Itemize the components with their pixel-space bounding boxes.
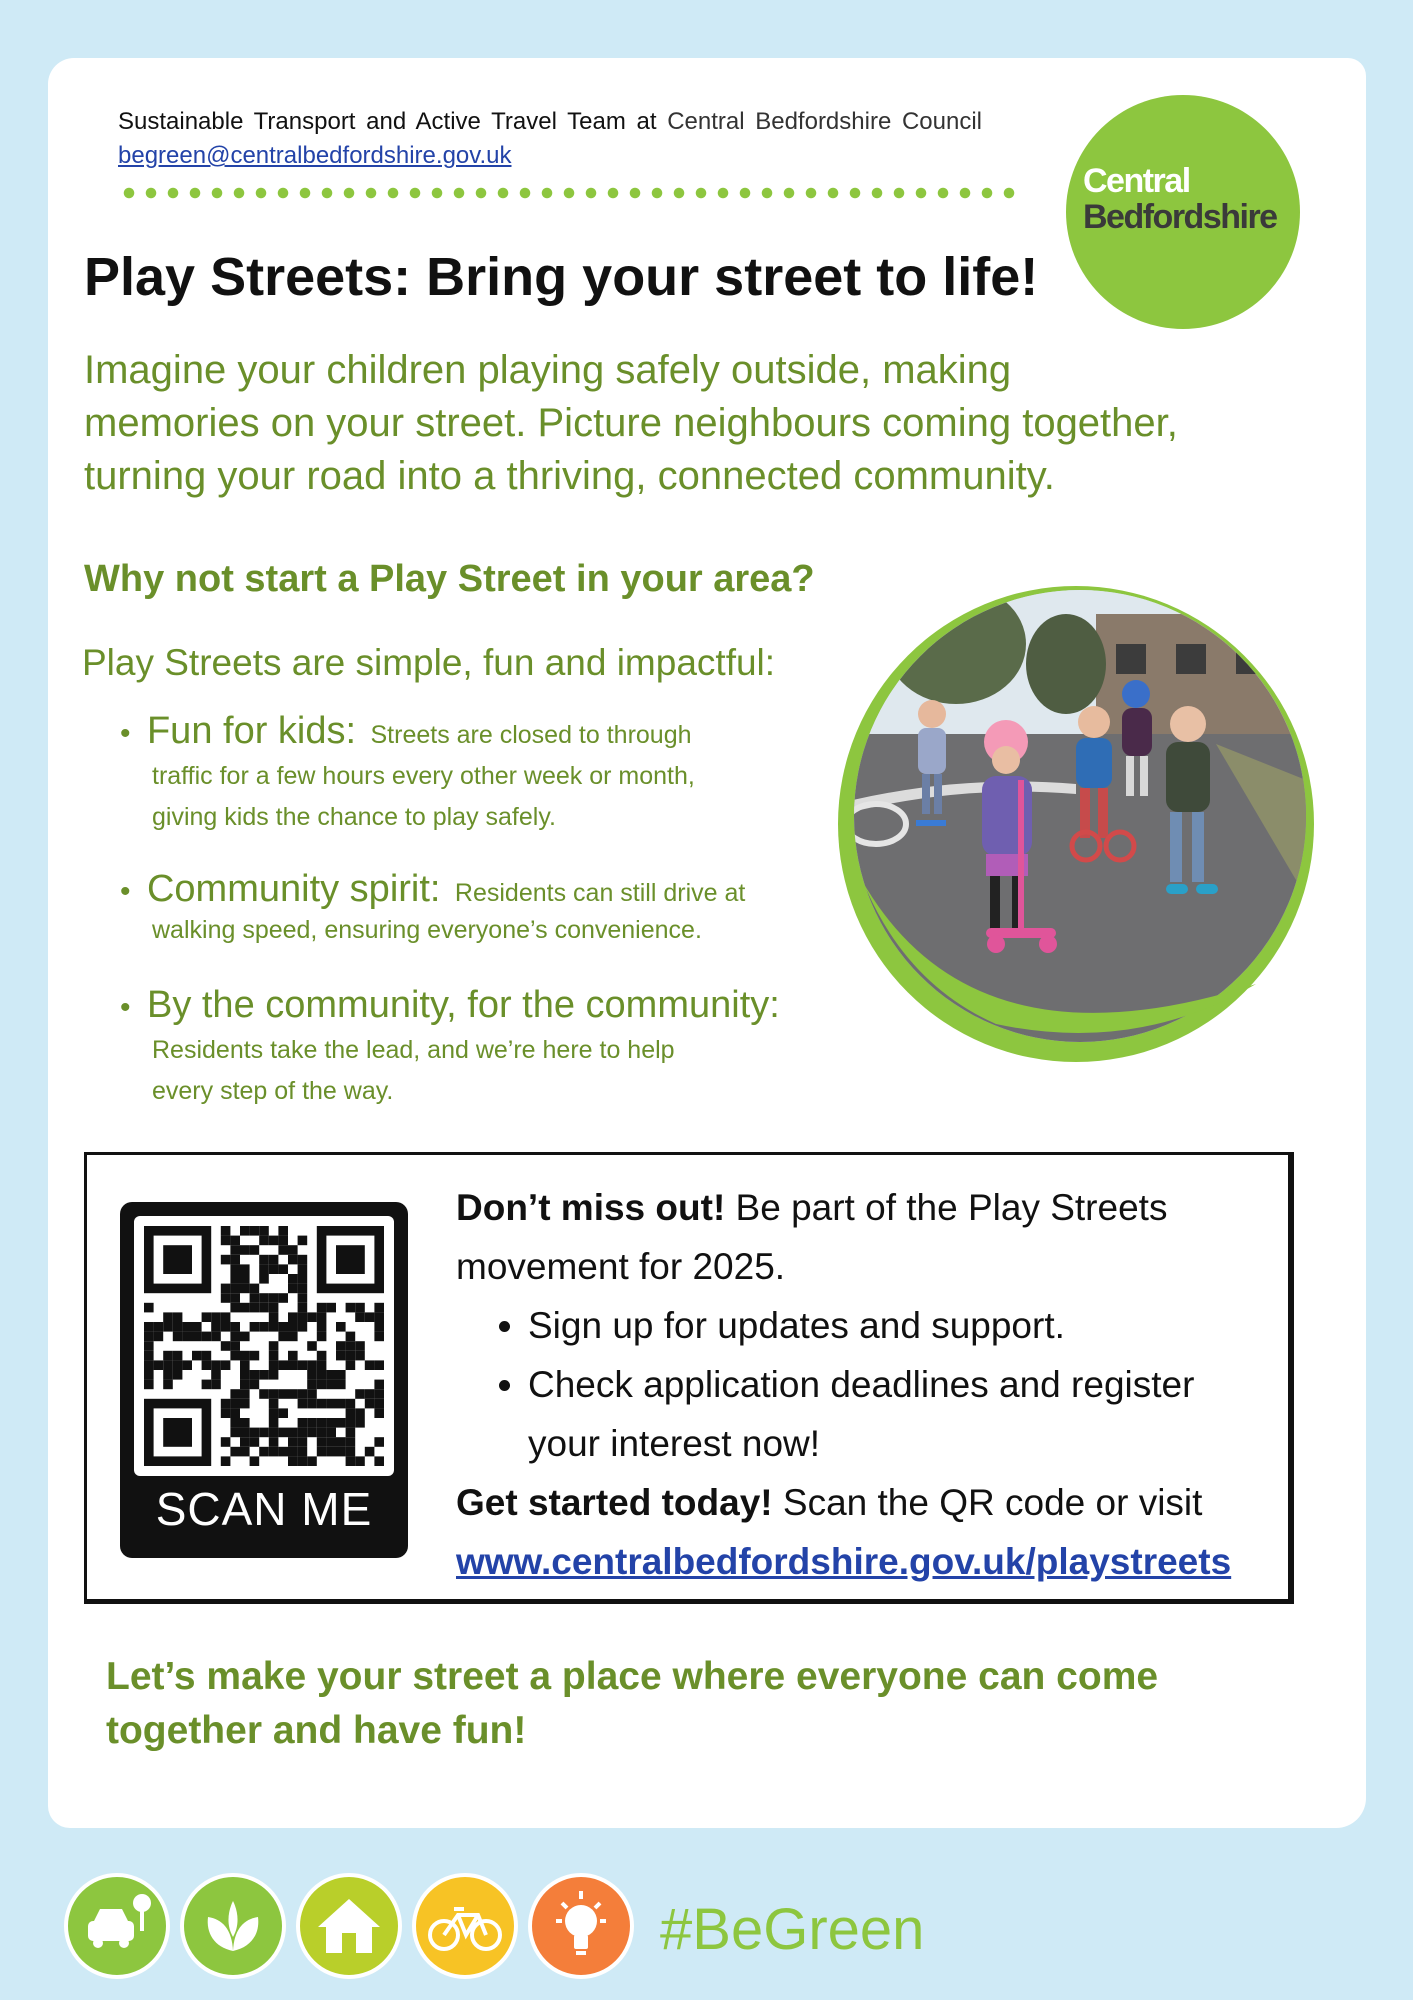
cta-list-item: • Sign up for updates and support. (528, 1296, 1276, 1355)
leaf-icon (180, 1873, 286, 1979)
dotted-divider (118, 186, 1020, 200)
section-heading: Why not start a Play Street in your area? (84, 558, 815, 600)
electric-car-icon (64, 1873, 170, 1979)
benefit-item (120, 984, 780, 1027)
house-icon (296, 1873, 402, 1979)
playstreets-link[interactable]: www.centralbedfordshire.gov.uk/playstreets (456, 1541, 1232, 1582)
cta-list (456, 1296, 1276, 1473)
intro-line: turning your road into a thriving, connected community. (84, 454, 1055, 498)
photo-illustration (836, 584, 1316, 1064)
cta-list-item: • Check application deadlines and register your interest now! (528, 1355, 1276, 1473)
benefit-heading: By the community, for the community: (146, 984, 780, 1026)
benefit-body-line: every step of the way. (152, 1077, 394, 1105)
qr-code[interactable] (134, 1216, 394, 1476)
benefit-body (152, 756, 772, 838)
benefit-body-line: giving kids the chance to play safely. (152, 803, 556, 831)
email-link[interactable]: begreen@centralbedfordshire.gov.uk (118, 142, 512, 169)
cta-lead-rest: Be part of the Play Streets movement for 2025. (456, 1187, 1168, 1287)
cta-start-rest: Scan the QR code or visit (772, 1482, 1203, 1523)
benefit-body-line: walking speed, ensuring everyone’s convenience. (152, 916, 702, 944)
benefit-item (120, 868, 745, 911)
qr-code-frame (120, 1202, 408, 1558)
intro-paragraph (84, 344, 1264, 503)
benefit-body-line: traffic for a few hours every other week or month, (152, 762, 695, 790)
cta-start (456, 1473, 1276, 1532)
intro-line: memories on your street. Picture neighbours coming together, (84, 401, 1178, 445)
logo-line-2: Bedfordshire (1083, 198, 1277, 236)
benefit-heading: Community spirit: (146, 868, 441, 910)
cta-lead (456, 1178, 1276, 1296)
bullet-icon: • (120, 875, 131, 908)
bicycle-icon (412, 1873, 518, 1979)
page-title: Play Streets: Bring your street to life! (84, 247, 1039, 307)
bullet-icon: • (120, 717, 131, 750)
children-scooters-photo (836, 584, 1316, 1064)
team-name: Sustainable Transport and Active Travel Team at (118, 108, 657, 135)
cta-start-bold: Get started today! (456, 1482, 773, 1523)
council-logo (1066, 95, 1300, 329)
scan-me-label: SCAN ME (155, 1483, 373, 1535)
benefit-body (152, 910, 772, 951)
council-name: Central Bedfordshire Council (667, 108, 983, 135)
benefit-inline: Streets are closed to through (370, 721, 692, 749)
lightbulb-icon (528, 1873, 634, 1979)
bullet-icon: • (120, 991, 131, 1024)
qr-code-icon (134, 1216, 394, 1476)
section-intro: Play Streets are simple, fun and impactful: (82, 642, 776, 683)
header-team (118, 108, 982, 136)
benefit-heading: Fun for kids: (146, 710, 357, 752)
cta-lead-bold: Don’t miss out! (456, 1187, 726, 1228)
benefit-inline: Residents can still drive at (454, 879, 746, 907)
logo-line-1: Central (1083, 162, 1190, 200)
closing-message: Let’s make your street a place where everyone can come together and have fun! (106, 1655, 1159, 1752)
cta-text (456, 1178, 1276, 1591)
hashtag: #BeGreen (660, 1897, 925, 1962)
benefit-body (152, 1030, 772, 1112)
benefit-item (120, 710, 692, 753)
intro-line: Imagine your children playing safely outside, making (84, 348, 1012, 392)
benefit-body-line: Residents take the lead, and we’re here to help (152, 1036, 675, 1064)
